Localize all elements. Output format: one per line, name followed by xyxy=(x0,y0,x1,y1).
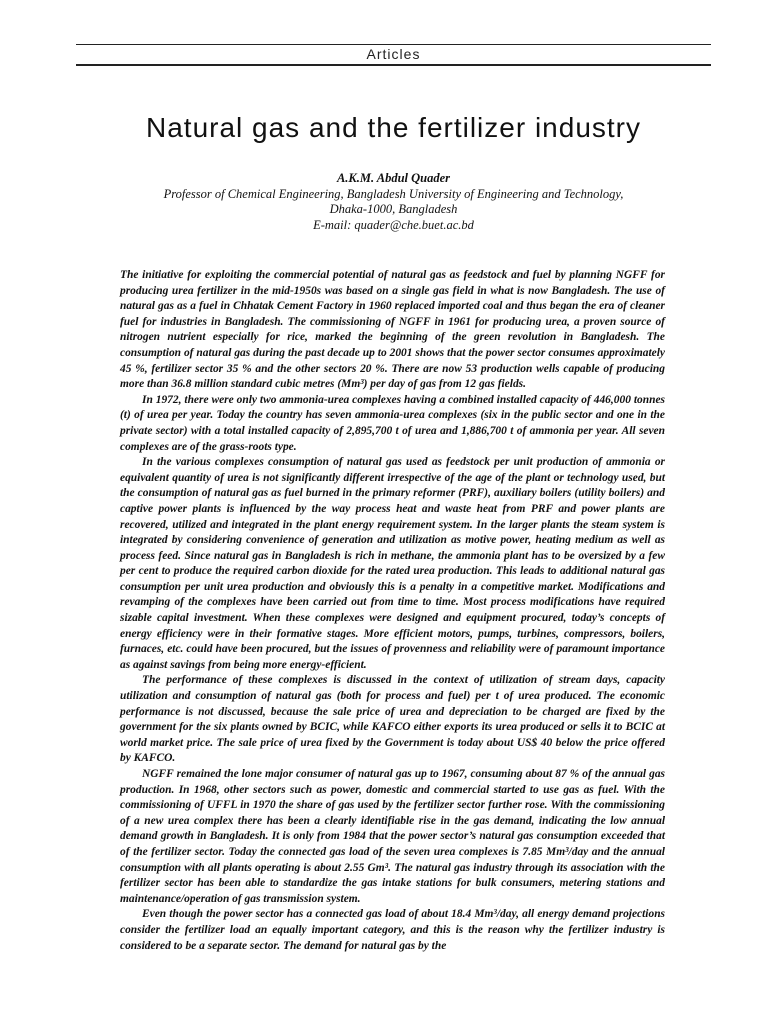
article-title: Natural gas and the fertilizer industry xyxy=(146,112,641,143)
paragraph: The performance of these complexes is discussed in the context of utilization of stream days, capacity utilization and consumption of natural gas (both for process and fuel) per t of urea produced. The economic performance is not discussed, because the sale price of urea and depreciation to be charged are fixed by the government for the six plants owned by BCIC, while KAFCO either exports its urea produced or sells it to BCIC at world market price. The sale price of urea fixed by the Government is today about US$ 40 below the price offered by KAFCO. xyxy=(120,674,665,765)
paragraph: In the various complexes consumption of natural gas used as feedstock per unit production of ammonia or equivalent quantity of urea is not significantly different irrespective of the age of the plant or technology used, but the consumption of natural gas as fuel burned in the primary reformer (PRF), auxiliary boilers (utility boilers) and captive power plants is influenced by the way process heat and waste heat from PRF and power plants are recovered, utilized and integrated in the plant energy requirement system. In the larger plants the steam system is integrated by considering convenience of generation and utilization as motive power, heating medium as well as process feed. Since natural gas in Bangladesh is rich in methane, the ammonia plant has to be oversized by a few per cent to produce the required carbon dioxide for the rated urea production. This leads to additional natural gas consumption per unit urea production and obviously this is a penalty in a competitive market. Modifications and revamping of the complexes have been carried out from time to time. Most process modifications have required sizable capital investment. When these complexes were designed and equipment procured, today’s concepts of energy efficiency were in their formative stages. More efficient motors, pumps, turbines, compressors, boilers, furnaces, etc. could have been procured, but the issues of provenness and reliability were of paramount importance as against savings from being more energy-efficient. xyxy=(120,456,665,671)
section-label: Articles xyxy=(366,46,421,62)
author-name: A.K.M. Abdul Quader xyxy=(336,171,451,185)
paragraph: The initiative for exploiting the commercial potential of natural gas as feedstock and fuel by planning NGFF for producing urea fertilizer in the mid-1950s was based on a single gas field in what is now Bangladesh. The use of natural gas as a fuel in Chhatak Cement Factory in 1960 replaced imported coal and thus began the era of cleaner fuel for industries in Bangladesh. The commissioning of NGFF in 1961 for producing urea, a proven source of nitrogen nutrient especially for rice, marked the beginning of the green revolution in Bangladesh. The consumption of natural gas during the past decade up to 2001 shows that the power sector consumes approximately 45 %, fertilizer sector 35 % and the other sectors 20 %. There are now 53 production wells capable of producing more than 36.8 million standard cubic metres (Mm³) per day of gas from 12 gas fields. xyxy=(120,269,665,391)
paragraph: In 1972, there were only two ammonia-urea complexes having a combined installed capacity of 446,000 tonnes (t) of urea per year. Today the country has seven ammonia-urea complexes (six in the public sector and one in the private sector) with a total installed capacity of 2,895,700 t of urea and 1,886,700 t of ammonia per year. All seven complexes are of the grass-roots type. xyxy=(120,393,665,453)
header-rule-top xyxy=(76,44,711,45)
header-rule-bottom xyxy=(76,64,711,66)
paragraph: Even though the power sector has a connected gas load of about 18.4 Mm³/day, all energy demand projections consider the fertilizer load an equally important category, and this is the reason why the fertilizer industry is considered to be a separate sector. The demand for natural gas by the xyxy=(120,908,665,952)
byline xyxy=(0,171,768,233)
author-email: E-mail: quader@che.buet.ac.bd xyxy=(313,217,474,232)
affiliation-line-2: Dhaka-1000, Bangladesh xyxy=(329,202,458,216)
paragraph: NGFF remained the lone major consumer of natural gas up to 1967, consuming about 87 % of the annual gas production. In 1968, other sectors such as power, domestic and commercial started to use gas as fuel. With the commissioning of UFFL in 1970 the share of gas used by the fertilizer sector further rose. With the commissioning of a new urea complex there has been a clearly identifiable rise in the gas demand, indicating the low annual demand growth in Bangladesh. It is only from 1984 that the power sector’s natural gas consumption exceeded that of the fertilizer sector. Today the connected gas load of the seven urea complexes is 7.85 Mm³/day and the annual consumption with all plants operating is about 2.55 Gm³. The natural gas industry through its association with the fertilizer sector has been able to standardize the gas intake stations for bulk consumers, metering stations and maintenance/operation of gas transmission system. xyxy=(120,768,665,905)
article-body xyxy=(120,268,665,954)
affiliation-line-1: Professor of Chemical Engineering, Bangladesh University of Engineering and Technology, xyxy=(163,186,624,201)
